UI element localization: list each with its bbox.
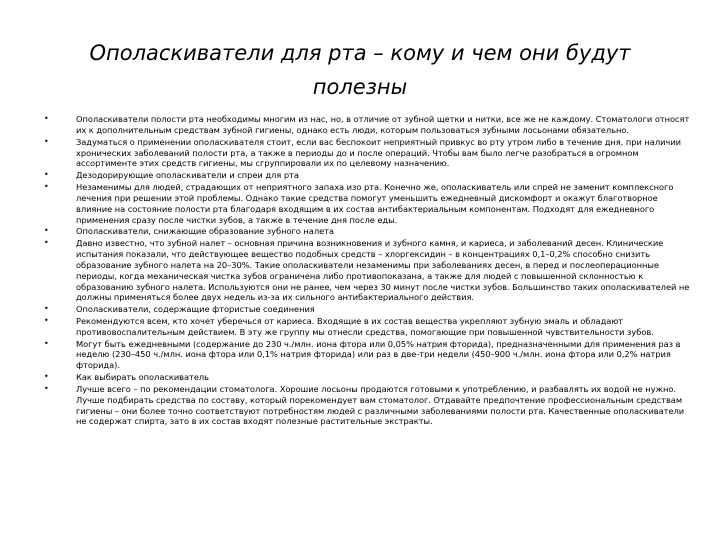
bullet-dot-icon: •: [44, 170, 49, 180]
list-item-text: Лучше всего – по рекомендации стоматолога. Хорошие лосьоны продаются готовыми к употреблению, и разбавлять их водой не нужно. Лучше подбирать средства по составу, который порекомендует вам стоматолог. Отдавайте предпочтение профессиональным средствам гигиены – они более точно соответствуют потребностям людей с различными заболеваниями полости рта. Качественные ополаскиватели не содержат спирта, зато в их состав входят полезные растительные экстракты.: [76, 383, 685, 427]
list-item: [44, 372, 694, 383]
list-item-text: Дезодорирующие ополаскиватели и спреи для рта: [76, 170, 299, 181]
bullet-list: [44, 114, 694, 428]
list-item: [44, 238, 694, 303]
list-item: [44, 384, 694, 428]
list-item-text: Могут быть ежедневными (содержание до 230 ч./млн. иона фтора или 0,05% натрия фторида), предназначенными для применения раз в неделю (230–450 ч./млн. иона фтора или 0,1% натрия фторида) или раз в две-три недели (450–900 ч./млн. иона фтора или 0,2% натрия фторида).: [76, 338, 681, 371]
bullet-dot-icon: •: [44, 304, 49, 314]
bullet-dot-icon: •: [44, 372, 49, 382]
bullet-dot-icon: •: [44, 114, 49, 123]
list-item-text: Задуматься о применении ополаскивателя стоит, если вас беспокоит неприятный привкус во рту утром либо в течение дня, при наличии хронических заболеваний полости рта, а также в периоды до и после операций. Чтобы вам было легче разобраться в огромном ассортименте этих средств гигиены, мы сгруппировали их по целевому назначению.: [76, 136, 681, 169]
slide-title: Ополаскиватели для рта – кому и чем они будут полезны: [89, 41, 631, 99]
list-item: [44, 316, 694, 338]
bullet-dot-icon: •: [44, 315, 49, 325]
list-item: [44, 304, 694, 315]
bullet-dot-icon: •: [44, 226, 49, 236]
list-item-text: Рекомендуются всем, кто хочет уберечься от кариеса. Входящие в их состав вещества укрепляют зубную эмаль и обладают противовоспалительным действием. В эту же группу мы отнесли средства, помогающие при повышенной чувствительности зубов.: [76, 315, 654, 337]
list-item: [44, 339, 694, 372]
bullet-dot-icon: •: [44, 237, 49, 247]
bullet-dot-icon: •: [44, 338, 49, 348]
list-item-text: Незаменимы для людей, страдающих от неприятного запаха изо рта. Конечно же, ополаскиватель или спрей не заменит комплексного лечения при решении этой проблемы. Однако такие средства помогут уменьшить ежедневный дискомфорт и окажут благотворное влияние на состояние полости рта благодаря входящим в их состав антибактериальным компонентам. Подходят для ежедневного применения сразу после чистки зубов, а также в течение дня после еды.: [76, 181, 674, 225]
list-item: [44, 226, 694, 237]
list-item-text: Ополаскиватели, содержащие фтористые соединения: [76, 304, 315, 315]
list-item: [44, 114, 694, 136]
list-item-text: Ополаскиватели, снижающие образование зубного налета: [76, 226, 334, 237]
list-item: [44, 170, 694, 181]
list-item: [44, 182, 694, 226]
bullet-dot-icon: •: [44, 181, 49, 191]
list-item-text: Давно известно, что зубной налет – основная причина возникновения и зубного камня, и кариеса, и заболеваний десен. Клинические испытания показали, что действующее вещество подобных средств – хлоргексидин – в концентрациях 0,1–0,2% способно снизить образование зубного налета на 20–30%. Такие ополаскиватели незаменимы при заболеваниях десен, в перед и послеоперационные периоды, когда механическая чистка зубов ограничена либо противопоказана, а также для людей с повышенной склонностью к образованию зубного налета. Используются они не ранее, чем через 30 минут после чистки зубов. Большинство таких ополаскивателей не должны применяться более двух недель из-за их сильного антибактериального действия.: [76, 237, 690, 303]
bullet-dot-icon: •: [44, 136, 49, 146]
list-item: [44, 137, 694, 170]
list-item-text: Ополаскиватели полости рта необходимы многим из нас, но, в отличие от зубной щетки и нитки, все же не каждому. Стоматологи относят их к дополнительным средствам зубной гигиены, однако есть люди, которым пользоваться зубными лосьонами обязательно.: [76, 114, 690, 135]
bullet-dot-icon: •: [44, 383, 49, 393]
list-item-text: Как выбирать ополаскиватель: [76, 372, 209, 383]
